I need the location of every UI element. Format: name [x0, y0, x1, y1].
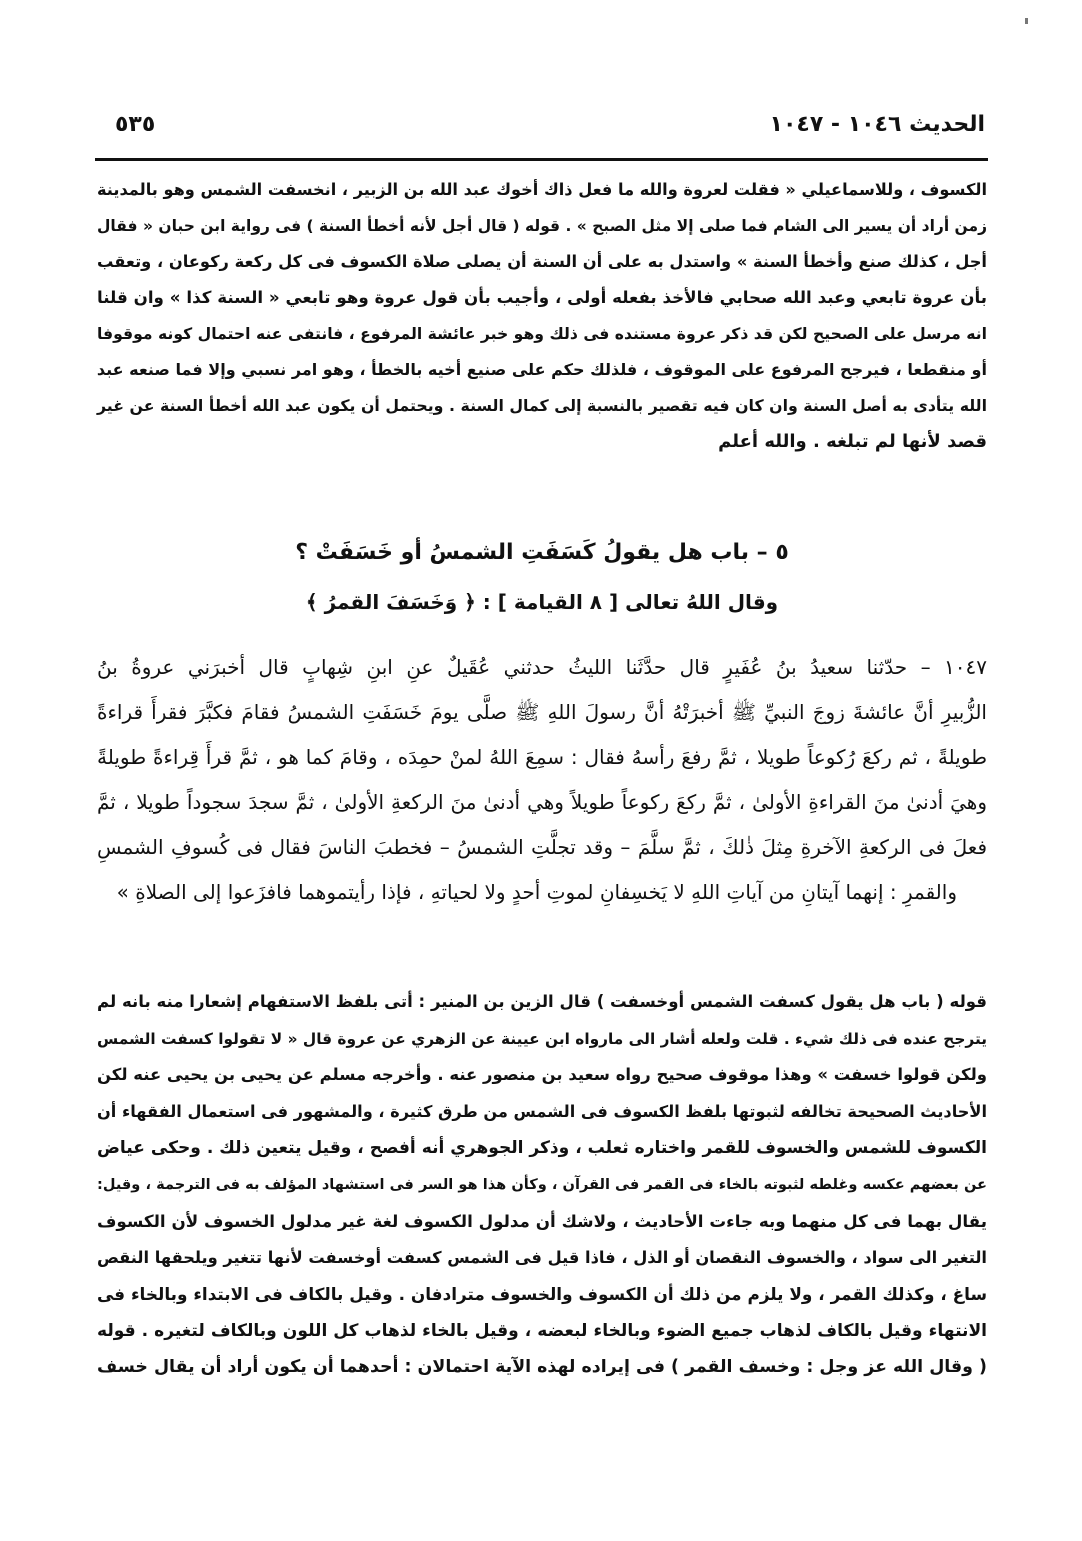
hadith-line: طويلةً ، ثم ركعَ رُكوعاً طويلا ، ثمَّ رفعَ رأسهُ فقال : سمِعَ اللهُ لمنْ حمِدَه ، وقامَ كما هو ، ثمَّ قرأَ قِراءةً طويلةً	[97, 745, 987, 769]
text-line: أو منقطعا ، فيرجح المرفوع على الموقوف ، فلذلك حكم على صنيع أخيه بالخطأ ، وهو امر نسبي وإلا فما صنعه عبد	[96, 360, 987, 379]
chapter-heading: ٥ – باب هل يقولُ كَسَفَتِ الشمسُ أو خَسَفَتْ ؟	[295, 540, 789, 565]
text-line: ولكن قولوا خسفت » وهذا موقوف صحيح رواه سعيد بن منصور عنه . وأخرجه مسلم عن يحيى بن يحيى عنه لكن	[97, 1065, 987, 1084]
text-line: انه مرسل على الصحيح لكن قد ذكر عروة مستنده فى ذلك وهو خبر عائشة المرفوع ، فانتفى عنه احتمال كونه موقوفا	[97, 325, 987, 343]
scan-speck	[1025, 18, 1028, 24]
text-line: قصد لأنها لم تبلغه . والله أعلم	[718, 431, 987, 452]
hadith-line: والقمرِ : إنهما آيتانِ من آياتِ اللهِ لا يَخسِفانِ لموتِ أحدٍ ولا لحياتهِ ، فإذا رأيتموهما فافزَعوا إلى الصلاةِ »	[116, 880, 957, 904]
text-line: يترجح عنده فى ذلك شيء . قلت ولعله أشار الى مارواه ابن عيينة عن الزهري عن عروة قال « لا تقولوا كسفت الشمس	[97, 1029, 987, 1048]
hadith-line: وهيَ أدنىٰ منَ القراءةِ الأولىٰ ، ثمَّ ركعَ ركوعاً طويلاً وهي أدنىٰ منَ الركعةِ الأولىٰ ، ثمَّ سجدَ سجوداً طويلا ، ثمَّ	[97, 790, 987, 814]
text-line: يقال بهما فى كل منهما وبه جاءت الأحاديث ، ولاشك أن مدلول الكسوف لغة غير مدلول الخسوف لأن الكسوف	[97, 1211, 987, 1231]
hadith-text	[97, 645, 987, 915]
text-line: التغير الى سواد ، والخسوف النقصان أو الذل ، فاذا قيل فى الشمس كسفت أوخسفت لأنها تتغير ويلحقها النقص	[97, 1247, 987, 1267]
text-line: بأن عروة تابعي وعبد الله صحابي فالأخذ بفعله أولى ، وأجيب بأن قول عروة وهو تابعي « السنة كذا » وان قلنا	[97, 288, 987, 307]
text-line: زمن أراد أن يسير الى الشام فما صلى إلا مثل الصبح » . قوله ( قال أجل لأنه أخطأ السنة ) فى رواية ابن حبان « فقال	[97, 217, 987, 235]
text-line: ساغ ، وكذلك القمر ، ولا يلزم من ذلك أن الكسوف والخسوف مترادفان . وقيل بالكاف فى الابتداء وبالخاء فى	[97, 1284, 987, 1304]
commentary-paragraph-2	[97, 984, 987, 1386]
page-number: ٥٣٥	[115, 112, 156, 137]
chapter-verse: وقال اللهُ تعالى [ ٨ القيامة ] : ﴿ وَخَسَفَ القمرُ ﴾	[305, 590, 779, 614]
text-line: ( وقال الله عز وجل : وخسف القمر ) فى إيراده لهذه الآية احتمالان : أحدهما أن يكون أراد أن يقال خسف	[97, 1357, 987, 1377]
running-title: الحديث ١٠٤٦ - ١٠٤٧	[769, 112, 985, 137]
hadith-line: ١٠٤٧ – حدّثنا سعيدُ بنُ عُفَيرٍ قال حدَّثَنا الليثُ حدثني عُقَيلٌ عنِ ابنِ شِهابٍ قال أخبرَني عروةُ بنُ	[97, 655, 987, 679]
text-line: أجل ، كذلك صنع وأخطأ السنة » واستدل به على أن السنة أن يصلى صلاة الكسوف فى كل ركعة ركوعان ، وتعقب	[97, 252, 987, 271]
text-line: الكسوف للشمس والخسوف للقمر واختاره ثعلب ، وذكر الجوهري أنه أفصح ، وقيل يتعين ذلك . وحكى عياض	[97, 1138, 987, 1158]
text-line: الانتهاء وقيل بالكاف لذهاب جميع الضوء وبالخاء لبعضه ، وقيل بالخاء لذهاب كل اللون وبالكاف لتغيره . قوله	[97, 1320, 987, 1341]
text-line: قوله ( باب هل يقول كسفت الشمس أوخسفت ) قال الزين بن المنير : أتى بلفظ الاستفهام إشعارا منه بانه لم	[97, 992, 987, 1011]
header-rule	[95, 158, 988, 161]
text-line: الله يتأدى به أصل السنة وان كان فيه تقصير بالنسبة إلى كمال السنة . ويحتمل أن يكون عبد الله أخطأ السنة عن غير	[97, 396, 987, 415]
text-line: الأحاديث الصحيحة تخالفه لثبوتها بلفظ الكسوف فى الشمس من طرق كثيرة ، والمشهور فى استعمال الفقهاء أن	[97, 1101, 987, 1121]
hadith-line: الزُّبيرِ أنَّ عائشةَ زوجَ النبيِّ ﷺ أخبرَتْهُ أنَّ رسولَ اللهِ ﷺ صلَّى يومَ خَسَفَتِ الشمسُ فقامَ فكبَّرَ فقرأَ قراءةً	[97, 700, 987, 724]
commentary-paragraph-1	[97, 172, 987, 460]
text-line: الكسوف ، وللاسماعيلي « فقلت لعروة والله ما فعل ذاك أخوك عبد الله بن الزبير ، انخسفت الشمس وهو بالمدينة	[97, 180, 987, 199]
text-line: عن بعضهم عكسه وغلطه لثبوته بالخاء فى القمر فى القرآن ، وكأن هذا هو السر فى استشهاد المؤلف به فى الترجمة ، وقيل:	[97, 1175, 987, 1193]
hadith-line: فعلَ فى الركعةِ الآخرةِ مِثلَ ذٰلكَ ، ثمَّ سلَّمَ – وقد تجلَّتِ الشمسُ – فخطبَ الناسَ فقال فى كُسوفِ الشمسِ	[97, 835, 987, 859]
